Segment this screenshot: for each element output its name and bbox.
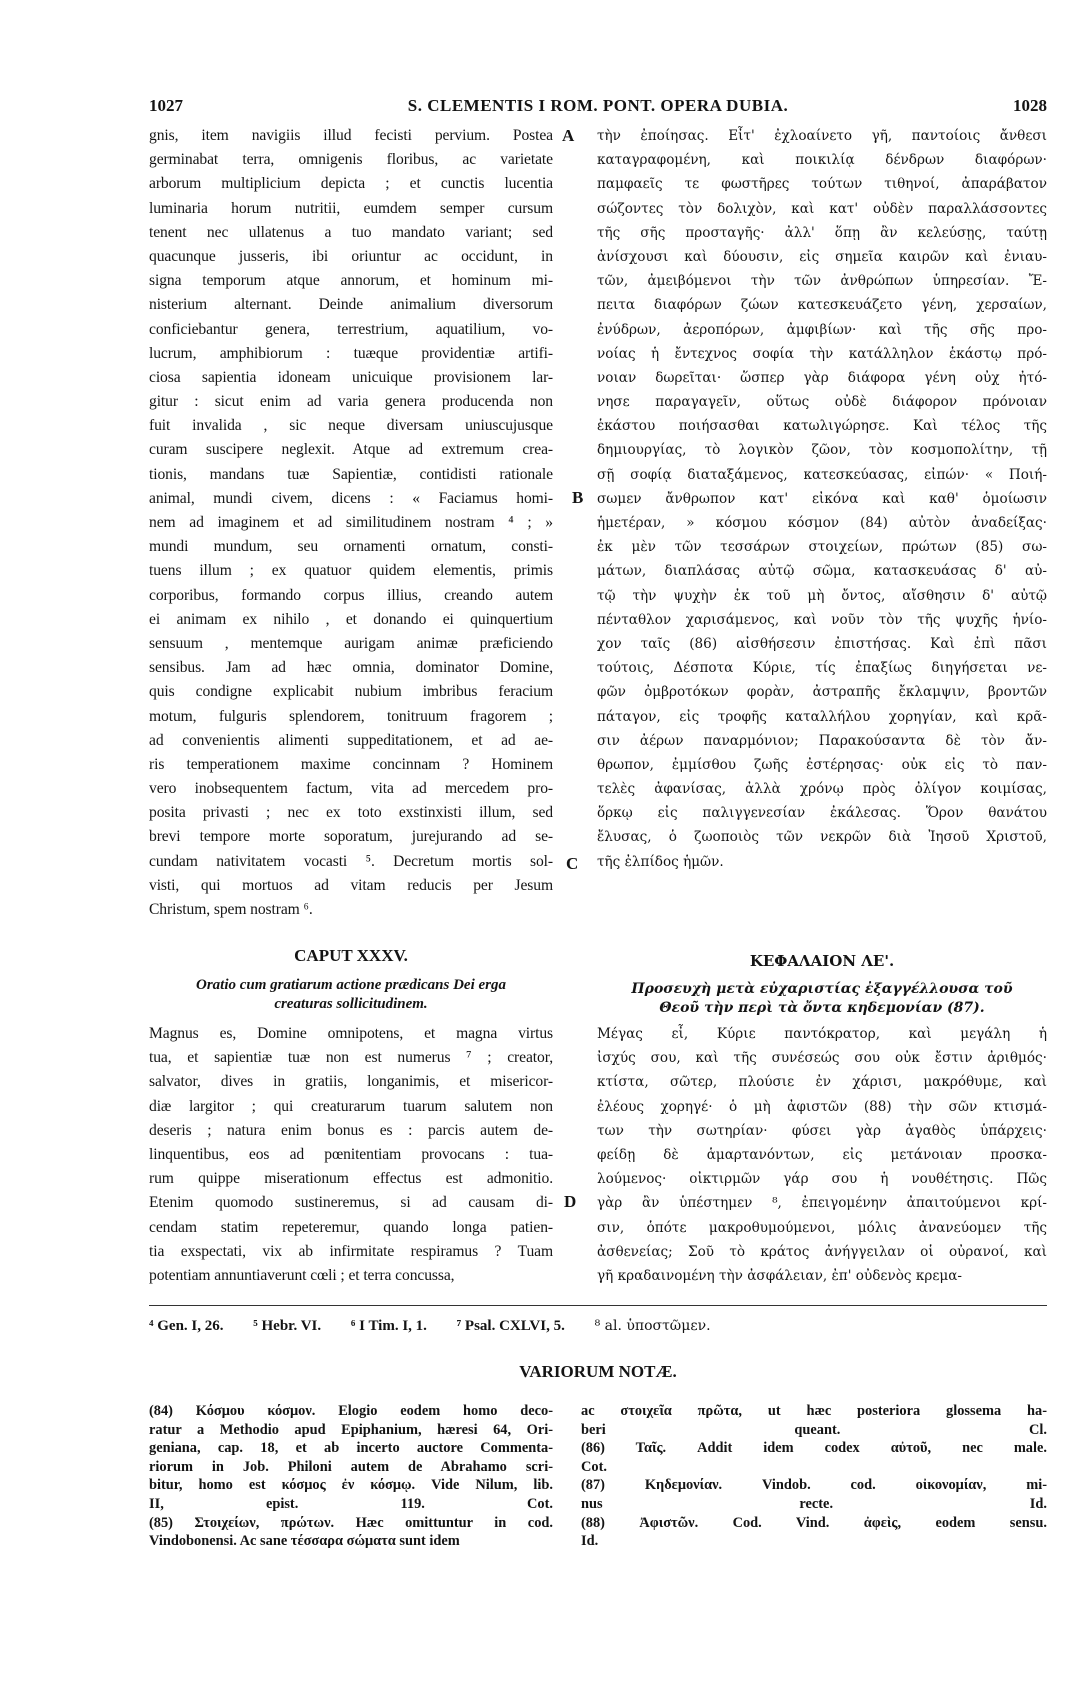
text-line: arborum multiplicium depicta ; et cunctis lucentia	[149, 175, 553, 193]
kephalaion-subtitle	[597, 980, 1047, 1018]
text-line: animal, mundi civem, dicens : « Faciamus homi-	[149, 489, 553, 507]
text-line: ratur a Methodio apud Epiphanium, hæresi 64, Ori-	[149, 1421, 553, 1438]
text-line: Μέγας εἶ, Κύριε παντόκρατορ, καὶ μεγάλη ἡ	[597, 1026, 1047, 1042]
kephalaion-subtitle-line: Προσευχὴ μετὰ εὐχαριστίας ἐξαγγέλλουσα τοῦ	[631, 981, 1013, 997]
text-line: lucrum, amphibiorum : tuæque providentiæ artifi-	[149, 344, 553, 362]
text-line: ἀνίσχουσι καὶ δύουσιν, εἰς σημεῖα καιρῶν καὶ ἐνιαυ-	[597, 248, 1047, 265]
text-line: ἀσθενείας; Σοῦ τὸ κράτος ἀνήγγειλαν οἱ οὐρανοί, καὶ	[597, 1243, 1047, 1260]
text-line: geniana, cap. 18, et ab incerto auctore Commenta-	[149, 1440, 553, 1457]
text-line: πειτα διαφόρων ζώων κατεσκευάζετο γένη, χερσαίων,	[597, 297, 1047, 314]
text-line: ἡμετέραν, » κόσμου κόσμον (84) αὐτὸν ἀναδείξας·	[597, 515, 1047, 531]
text-line: potentiam annuntiaverunt cœli ; et terra concussa,	[149, 1266, 455, 1284]
text-line: σιν ἀέρων παναρμόνιον; Παρακούσαντα δὲ τὸν ἄν-	[597, 732, 1047, 749]
text-line: riorum in Job. Philoni autem de Abrahamo scri-	[149, 1458, 553, 1475]
text-line: brevi tempore morte soporatum, jurejurando ad se-	[149, 828, 553, 846]
text-line: λούμενος· οἰκτιρμῶν γάρ σου ἡ νουθέτησις. Πῶς	[597, 1171, 1047, 1188]
text-line: τῶν, ἀμειβόμενοι τὴν τῶν ἀνθρώπων ὑπηρεσίαν. Ἔ-	[597, 273, 1047, 290]
text-line: cendam statim repeteremur, quando longa patien-	[149, 1218, 553, 1236]
text-line: ἐλέους χορηγέ· ὁ μὴ ἀφιστῶν (88) τὴν σῶν κτισμά-	[597, 1098, 1047, 1115]
footnote-5: ⁵ Hebr. VI.	[253, 1318, 322, 1334]
text-line: σιν, ὁπότε μακροθυμούμενοι, μόλις ἀνανεύομεν τῆς	[597, 1219, 1047, 1236]
text-line: fuit invalida , sic neque diversam uniuscujusque	[149, 417, 553, 435]
text-line: (87) Κηδεμονίαν. Vindob. cod. οἰκονομίαν, mi-	[581, 1477, 1047, 1494]
footnote-rule	[149, 1305, 1047, 1306]
text-line: tenent nec ullatenus a tuo mandato variant; sed	[149, 223, 553, 241]
text-line: motum, fulguris splendorem, tonitruum fragorem ;	[149, 707, 553, 725]
page-number-left: 1027	[149, 96, 183, 115]
text-line: τῷ τὴν ψυχὴν ἐκ τοῦ μὴ ὄντος, αἴσθησιν δ' αὐτῷ	[597, 587, 1047, 604]
text-line: των τὴν σωτηρίαν· φύσει γὰρ ἀγαθὸς ὑπάρχεις·	[597, 1122, 1047, 1139]
footnote-8: ⁸ al. ὑποστῶμεν.	[594, 1318, 711, 1334]
text-line: καταγραφομένη, καὶ ποικιλίᾳ δένδρων διαφόρων·	[597, 152, 1047, 169]
text-line: Cot.	[581, 1458, 607, 1475]
text-line: sensibus. Jam ad hæc omnia, dominator Domine,	[149, 659, 553, 677]
text-line: φῶν ὀμβροτόκων φορὰν, ἀστραπῆς ἔκλαμψιν, βροντῶν	[597, 684, 1047, 701]
text-line: nem ad imaginem et ad similitudinem nostram ⁴ ; »	[149, 514, 553, 531]
text-line: beri queant. Cl.	[581, 1421, 1047, 1438]
text-line: bitur, homo est κόσμος ἐν κόσμῳ. Vide Nilum, lib.	[149, 1477, 553, 1494]
footnote-7: ⁷ Psal. CXLVI, 5.	[456, 1318, 565, 1334]
section-marker-a: A	[562, 126, 575, 145]
text-line: νησε παραγαγεῖν, οὕτως οὐδὲ διάφορον πρόνοιαν	[597, 394, 1047, 411]
text-line: sensuum , mentemque aurigam animæ præficiendo	[149, 634, 553, 652]
section-marker-c: C	[566, 854, 579, 873]
text-line: quacunque jusseris, ibi oriuntur ac occidunt, in	[149, 247, 553, 265]
text-line: ἔλυσας, ὁ ζωοποιὸς τῶν νεκρῶν διὰ Ἰησοῦ Χριστοῦ,	[597, 829, 1047, 846]
text-line: conficiebantur genera, terrestrium, aquatilium, vo-	[149, 320, 553, 338]
page-number-right: 1028	[1013, 96, 1047, 115]
text-line: Vindobonensi. Ac sane τέσσαρα σώματα sunt idem	[149, 1533, 460, 1550]
caput-subtitle-line: Oratio cum gratiarum actione prædicans Dei erga	[195, 977, 506, 993]
text-line: χον ταῖς (86) αἰσθήσεσιν ἐπιστήσας. Καὶ ἐπὶ πᾶσι	[597, 635, 1047, 652]
text-line: δημιουργίας, τὸ λογικὸν ζῶον, τὸν κοσμοπολίτην, τῇ	[597, 442, 1047, 459]
text-line: σῇ σοφίᾳ διαταξάμενος, κατεσκεύασας, εἰπών· « Ποιή-	[597, 466, 1047, 483]
text-line: signa temporum atque annorum, et hominum mi-	[149, 272, 553, 290]
text-line: Id.	[581, 1533, 599, 1550]
text-line: gnis, item navigiis illud fecisti pervium. Postea	[149, 127, 553, 144]
text-line: θρωπον, ἐμμίσθου ζωῆς ἐστέρησας· οὐκ εἰς τὸ παν-	[597, 756, 1047, 773]
text-line: visti, qui mortuos ad vitam reducis per Jesum	[149, 876, 553, 894]
text-line: ἐνύδρων, ἀεροπόρων, ἀμφιβίων· καὶ τῆς σῆς προ-	[597, 321, 1047, 338]
text-line: Magnus es, Domine omnipotens, et magna virtus	[149, 1025, 553, 1042]
text-line: nisterium alternant. Deinde animalium diversorum	[149, 296, 553, 314]
text-line: tuens illum ; ex quatuor quidem elementis, primis	[149, 562, 553, 580]
caput-subtitle	[149, 976, 553, 1014]
text-line: ciosa sapientia idoneam unicuique provisionem lar-	[149, 368, 553, 386]
running-header	[149, 96, 1047, 122]
text-line: tua, et sapientiæ tuæ non est numerus ⁷ ; creator,	[149, 1049, 553, 1067]
text-line: quis condigne explicabit nubium imbribus feracium	[149, 683, 553, 701]
text-line: ei animam ex nihilo , et donando ei quinquertium	[149, 610, 553, 628]
text-line: (85) Στοιχείων, πρώτων. Hæc omittuntur in cod.	[149, 1514, 553, 1531]
text-line: τῆς ἐλπίδος ἡμῶν.	[597, 853, 724, 870]
text-line: τελὲς ἀφανίσας, ἀλλὰ χρόνῳ πρὸς ὀλίγον κοιμίσας,	[597, 781, 1047, 798]
text-line: II, epist. 119. Cot.	[149, 1495, 553, 1512]
kephalaion-heading: ΚΕΦΑΛΑΙΟΝ ΛΕ'.	[749, 952, 895, 970]
notes-column-left	[149, 1402, 553, 1551]
footnote-6: ⁶ I Tim. I, 1.	[350, 1318, 427, 1334]
text-line: γῆ κραδαινομένη τὴν ἀσφάλειαν, ἐπ' οὐδενὸς κρεμα-	[597, 1267, 962, 1284]
text-line: nus recte. Id.	[581, 1495, 1047, 1512]
text-line: Christum, spem nostram ⁶.	[149, 901, 313, 918]
text-line: (84) Κόσμου κόσμον. Elogio eodem homo deco-	[149, 1403, 553, 1419]
text-line: deseris ; natura enim bonus es : parcis autem de-	[149, 1121, 553, 1139]
text-line: σώζοντες τὸν δολιχὸν, καὶ κατ' οὐδὲν παραλλάσσοντες	[597, 200, 1047, 217]
text-line: ad convenientis alimenti suppeditationem, et ad ae-	[149, 731, 553, 749]
text-line: luminaria horum nutritii, eumdem semper cursum	[149, 199, 553, 217]
text-line: tia exspectati, vix ab infirmitate respiramus ? Tuam	[149, 1242, 553, 1260]
caput-heading: CAPUT XXXV.	[294, 946, 408, 965]
section-marker-d: D	[564, 1192, 577, 1211]
text-line: diæ largitor ; qui creaturarum tuarum salutem non	[149, 1097, 553, 1115]
kephalaion-subtitle-line: Θεοῦ τὴν περὶ τὰ ὄντα κηδεμονίαν (87).	[659, 1000, 985, 1016]
text-line: τούτοις, Δέσποτα Κύριε, τίς ἐπαξίως διηγήσεται νε-	[597, 660, 1047, 677]
text-line: linquentibus, eos ad pœnitentiam provocans : tua-	[149, 1145, 553, 1163]
text-line: φείδῃ δὲ ἁμαρτανόντων, εἰς μετάνοιαν προσκα-	[597, 1146, 1047, 1163]
text-line: γὰρ ἂν ὑπέστημεν ⁸, ἐπειγομένην ἀπαιτούμενοι κρί-	[597, 1195, 1047, 1212]
latin-column-bottom	[149, 1022, 553, 1288]
text-line: germinabat terra, omnigenis floribus, ac varietate	[149, 151, 553, 169]
text-line: (88) Ἀφιστῶν. Cod. Vind. ἀφεὶς, eodem sensu.	[581, 1514, 1047, 1531]
notes-column-right	[581, 1402, 1047, 1551]
text-line: νοίας ἡ ἔντεχνος σοφία τὴν κατάλληλον ἑκάστῳ πρό-	[597, 345, 1047, 362]
variorum-heading: VARIORUM NOTÆ.	[519, 1362, 677, 1381]
text-line: κτίστα, σῶτερ, πλούσιε ἐν χάρισι, μακρόθυμε, καὶ	[597, 1074, 1047, 1091]
text-line: (86) Ταῖς. Addit idem codex αὐτοῦ, nec male.	[581, 1440, 1047, 1457]
greek-column-top	[597, 124, 1047, 874]
caput-subtitle-line: creaturas sollicitudinem.	[274, 996, 428, 1012]
footnotes	[149, 1318, 1047, 1335]
text-line: curam suscipere neglexit. Atque ad extremum crea-	[149, 441, 553, 459]
text-line: σωμεν ἄνθρωπον κατ' εἰκόνα καὶ καθ' ὁμοίωσιν	[597, 490, 1047, 507]
text-line: τὴν ἐποίησας. Εἶτ' ἐχλοαίνετο γῆ, παντοίοις ἄνθεσι	[597, 128, 1047, 144]
greek-column-bottom	[597, 1022, 1047, 1288]
text-line: rum quippe miserationum effectus est admonitio.	[149, 1170, 553, 1188]
footnote-4: ⁴ Gen. I, 26.	[149, 1318, 224, 1334]
text-line: corporibus, formando corpus illius, creando autem	[149, 586, 553, 604]
text-line: πάταγον, εἰς τροφῆς καταλλήλου χορηγίαν, καὶ κρᾶ-	[597, 708, 1047, 725]
text-line: vero inobsequentem factum, vita ad mercedem pro-	[149, 780, 553, 798]
text-line: πένταθλον χαρισάμενος, καὶ νοῦν τὸν τῆς ψυχῆς ἡνίο-	[597, 611, 1047, 628]
text-line: ὅρκῳ εἰς παλιγγενεσίαν ἐκάλεσας. Ὅρον θανάτου	[597, 805, 1047, 822]
text-line: νοιαν δωρεῖται· ὥσπερ γὰρ διάφορα γένη οὐχ ἠτό-	[597, 369, 1047, 386]
text-line: ἐκ μὲν τῶν τεσσάρων στοιχείων, πρώτων (85) σω-	[597, 539, 1047, 556]
text-line: mundi mundum, seu ornamenti ornatum, consti-	[149, 538, 553, 556]
text-line: cundam nativitatem vocasti ⁵. Decretum mortis sol-	[149, 852, 553, 870]
text-line: ἑκάστου ποιήσασθαι κατωλιγώρησε. Καὶ τέλος τῆς	[597, 418, 1047, 435]
text-line: Etenim quomodo sustineremus, si ad causam di-	[149, 1194, 553, 1212]
text-line: ἰσχύς σου, καὶ τῆς συνέσεώς σου οὐκ ἔστιν ἀριθμός·	[597, 1050, 1047, 1067]
running-title: S. CLEMENTIS I ROM. PONT. OPERA DUBIA.	[407, 96, 789, 115]
text-line: gitur : sicut enim ad varia genera producenda non	[149, 393, 553, 411]
section-marker-b: B	[572, 488, 584, 507]
text-line: salvator, dives in gratiis, longanimis, et misericor-	[149, 1073, 553, 1091]
text-line: ac στοιχεῖα πρῶτα, ut hæc posteriora glossema ha-	[581, 1403, 1047, 1419]
text-line: μάτων, διαπλάσας αὐτῷ σῶμα, κατασκευάσας δ' αὐ-	[597, 563, 1047, 580]
text-line: tionis, mandans tuæ Sapientiæ, contidisti rationale	[149, 465, 553, 483]
text-line: posita privasti ; nec ex toto exstinxisti illum, sed	[149, 804, 553, 822]
text-line: παμφαεῖς τε φωστῆρες τούτων τιθηνοί, ἀπαράβατον	[597, 176, 1047, 193]
text-line: τῆς σῆς προσταγῆς· ἀλλ' ὅπῃ ἂν κελεύσῃς, ταύτῃ	[597, 224, 1047, 241]
latin-column-top	[149, 124, 553, 922]
text-line: ris temperationem maxime concinnam ? Hominem	[149, 755, 553, 773]
